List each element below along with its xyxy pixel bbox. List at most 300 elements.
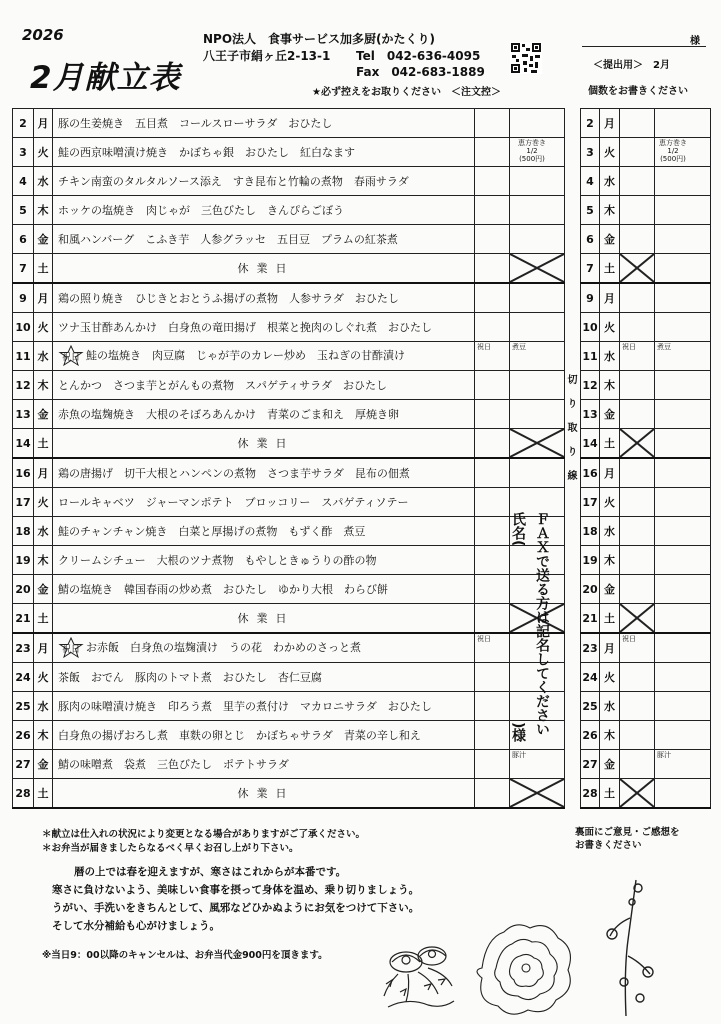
organization-address: 八王子市絹ヶ丘2-13-1 (203, 49, 331, 63)
menu-items (53, 750, 475, 779)
holiday-mark: 祝日 (477, 635, 491, 643)
extra-option-cell (510, 167, 565, 196)
order-count-input[interactable] (620, 138, 655, 167)
order-count-input[interactable] (620, 225, 655, 254)
order-weekday: 火 (600, 488, 620, 517)
menu-row (13, 225, 565, 254)
menu-weekday: 木 (34, 546, 53, 575)
order-row (581, 254, 711, 284)
order-row (581, 546, 711, 575)
bento-count-cell (475, 429, 510, 459)
order-day: 18 (581, 517, 600, 546)
order-row (581, 663, 711, 692)
extra-option-cell (510, 779, 565, 809)
order-extra-input[interactable] (655, 371, 711, 400)
extra-option-cell (510, 109, 565, 138)
order-count-input[interactable] (620, 458, 655, 488)
menu-row (13, 458, 565, 488)
order-row (581, 400, 711, 429)
order-extra-input[interactable] (655, 225, 711, 254)
order-row (581, 721, 711, 750)
closed-x-mark (510, 254, 564, 282)
order-count-input[interactable] (620, 313, 655, 342)
menu-text: 鯖の味噌煮 袋煮 三色びたし ポテトサラダ (58, 758, 289, 771)
order-day: 11 (581, 342, 600, 371)
order-extra-input[interactable] (655, 458, 711, 488)
order-count-input[interactable] (620, 663, 655, 692)
menu-day: 3 (13, 138, 34, 167)
order-extra-input[interactable] (655, 546, 711, 575)
order-count-input[interactable] (620, 575, 655, 604)
menu-row (13, 254, 565, 284)
menu-day: 10 (13, 313, 34, 342)
order-weekday: 金 (600, 400, 620, 429)
order-count-input[interactable] (620, 633, 655, 663)
menu-text: ホッケの塩焼き 肉じゃが 三色びたし きんぴらごぼう (58, 204, 344, 217)
menu-day: 9 (13, 283, 34, 313)
menu-text: 茶飯 おでん 豚肉のトマト煮 おひたし 杏仁豆腐 (58, 671, 322, 684)
menu-text: お赤飯 白身魚の塩麹漬け うの花 わかめのさっと煮 (86, 641, 361, 654)
order-weekday: 月 (600, 283, 620, 313)
order-weekday: 木 (600, 371, 620, 400)
menu-items (53, 575, 475, 604)
bento-count-cell (475, 225, 510, 254)
order-count-input[interactable] (620, 109, 655, 138)
order-extra-input[interactable] (655, 167, 711, 196)
menu-day: 14 (13, 429, 34, 459)
menu-row (13, 692, 565, 721)
organization-name: NPO法人 食事サービス加多厨(かたくり) (203, 32, 436, 46)
order-extra-input[interactable] (655, 575, 711, 604)
menu-row (13, 779, 565, 809)
extra-option-cell (510, 254, 565, 284)
menu-row (13, 138, 565, 167)
closed-x-mark (510, 429, 564, 457)
order-row (581, 371, 711, 400)
order-count-input[interactable] (620, 167, 655, 196)
order-weekday: 木 (600, 546, 620, 575)
order-count-input[interactable] (620, 429, 655, 459)
tonjiru-option: 豚汁 (657, 751, 671, 759)
submit-label: ＜提出用＞ 2月 (593, 60, 670, 71)
nimame-option: 煮豆 (512, 343, 526, 351)
bento-count-cell (475, 517, 510, 546)
greeting-line: 寒さに負けないよう、美味しい食事を摂って身体を温め、乗り切りましょう。 (52, 884, 420, 896)
extra-option-cell (510, 196, 565, 225)
menu-weekday: 土 (34, 254, 53, 284)
order-weekday: 金 (600, 225, 620, 254)
order-extra-input[interactable] (655, 138, 711, 167)
menu-items (53, 167, 475, 196)
menu-day: 5 (13, 196, 34, 225)
order-extra-input[interactable] (655, 721, 711, 750)
page-title: 2月献立表 (30, 60, 181, 96)
menu-day: 27 (13, 750, 34, 779)
order-day: 17 (581, 488, 600, 517)
menu-text: チキン南蛮のタルタルソース添え すき昆布と竹輪の煮物 春雨サラダ (58, 175, 409, 188)
menu-text: 鯖の塩焼き 韓国春雨の炒め煮 おひたし ゆかり大根 わらび餅 (58, 583, 388, 596)
order-row (581, 109, 711, 138)
menu-day: 25 (13, 692, 34, 721)
order-count-input[interactable] (620, 779, 655, 809)
order-count-input[interactable] (620, 196, 655, 225)
order-row (581, 750, 711, 779)
menu-items (53, 313, 475, 342)
menu-row (13, 196, 565, 225)
order-weekday: 火 (600, 663, 620, 692)
menu-items (53, 196, 475, 225)
ornamental-cabbage-illustration (470, 918, 582, 1018)
bento-count-cell (475, 604, 510, 634)
bento-count-cell (475, 721, 510, 750)
order-row (581, 225, 711, 254)
menu-weekday: 水 (34, 167, 53, 196)
menu-day: 7 (13, 254, 34, 284)
order-day: 24 (581, 663, 600, 692)
order-row (581, 458, 711, 488)
bento-count-cell (475, 283, 510, 313)
holiday-label: 祝日 (61, 353, 80, 363)
holiday-label: 祝日 (61, 645, 80, 655)
menu-items (53, 663, 475, 692)
menu-items (53, 458, 475, 488)
order-day: 12 (581, 371, 600, 400)
menu-text: ロールキャベツ ジャーマンポテト ブロッコリー スパゲティソテー (58, 496, 409, 509)
holiday-mark: 祝日 (477, 343, 491, 351)
order-count-input[interactable] (620, 546, 655, 575)
menu-day: 23 (13, 633, 34, 663)
order-row (581, 633, 711, 663)
extra-option-cell (510, 458, 565, 488)
fax-instruction: ＦＡＸで送る方は記名してください (534, 512, 550, 736)
menu-text: 豚肉の味噌漬け焼き 印ろう煮 里芋の煮付け マカロニサラダ おひたし (58, 700, 432, 713)
order-extra-input[interactable] (655, 517, 711, 546)
menu-weekday: 火 (34, 313, 53, 342)
menu-items (53, 225, 475, 254)
menu-weekday: 木 (34, 721, 53, 750)
order-day: 20 (581, 575, 600, 604)
order-day: 9 (581, 283, 600, 313)
order-row (581, 167, 711, 196)
menu-weekday: 火 (34, 663, 53, 692)
order-extra-input[interactable] (655, 196, 711, 225)
menu-items (53, 546, 475, 575)
menu-weekday: 月 (34, 633, 53, 663)
order-count-input[interactable] (620, 692, 655, 721)
menu-items (53, 488, 475, 517)
order-row (581, 196, 711, 225)
menu-text: クリームシチュー 大根のツナ煮物 もやしときゅうりの酢の物 (58, 554, 377, 567)
order-day: 13 (581, 400, 600, 429)
order-day: 10 (581, 313, 600, 342)
order-day: 5 (581, 196, 600, 225)
order-row (581, 604, 711, 634)
organization-tel: Tel 042-636-4095 (356, 49, 481, 63)
order-day: 6 (581, 225, 600, 254)
order-weekday: 水 (600, 167, 620, 196)
menu-items (53, 138, 475, 167)
menu-day: 13 (13, 400, 34, 429)
menu-row (13, 488, 565, 517)
order-extra-input[interactable] (655, 488, 711, 517)
order-extra-input[interactable] (655, 692, 711, 721)
order-row (581, 138, 711, 167)
order-row (581, 342, 711, 371)
order-weekday: 金 (600, 750, 620, 779)
menu-row (13, 604, 565, 634)
order-count-input[interactable] (620, 254, 655, 284)
closed-x-mark (620, 604, 654, 632)
menu-weekday: 月 (34, 109, 53, 138)
extra-option-cell (510, 313, 565, 342)
name-field-suffix: )様 (510, 722, 526, 743)
bento-count-cell (475, 663, 510, 692)
menu-row (13, 633, 565, 663)
holiday-mark: 祝日 (622, 343, 636, 351)
note-change: ＊献立は仕入れの状況により変更となる場合がありますがご了承ください。 (42, 829, 366, 840)
menu-weekday: 水 (34, 342, 53, 371)
order-count-input[interactable] (620, 721, 655, 750)
closed-day-label: 休業日 (53, 254, 475, 284)
menu-items (53, 721, 475, 750)
menu-weekday: 木 (34, 196, 53, 225)
order-count-input[interactable] (620, 517, 655, 546)
menu-weekday: 水 (34, 517, 53, 546)
menu-day: 11 (13, 342, 34, 371)
order-weekday: 土 (600, 779, 620, 809)
order-extra-input[interactable] (655, 663, 711, 692)
menu-row (13, 313, 565, 342)
order-row (581, 517, 711, 546)
order-weekday: 火 (600, 138, 620, 167)
order-extra-input[interactable] (655, 604, 711, 634)
closed-x-mark (620, 429, 654, 457)
menu-weekday: 土 (34, 779, 53, 809)
closed-day-label: 休業日 (53, 779, 475, 809)
order-count-input[interactable] (620, 371, 655, 400)
bento-count-cell (475, 196, 510, 225)
order-count-input[interactable] (620, 400, 655, 429)
menu-items (53, 692, 475, 721)
closed-x-mark (510, 779, 564, 807)
menu-weekday: 水 (34, 692, 53, 721)
bento-count-cell (475, 342, 510, 371)
menu-row (13, 167, 565, 196)
order-weekday: 月 (600, 458, 620, 488)
cancel-policy: ※当日9：00以降のキャンセルは、お弁当代金900円を頂きます。 (42, 950, 328, 961)
menu-row (13, 663, 565, 692)
opinion-note: 裏面にご意見・ご感想を お書きください (575, 827, 680, 851)
order-extra-input[interactable] (655, 254, 711, 284)
menu-text: 鶏の唐揚げ 切干大根とハンペンの煮物 さつま芋サラダ 昆布の佃煮 (58, 467, 410, 480)
extra-option-cell (510, 400, 565, 429)
order-extra-input[interactable] (655, 109, 711, 138)
menu-weekday: 金 (34, 575, 53, 604)
order-day: 16 (581, 458, 600, 488)
menu-day: 6 (13, 225, 34, 254)
menu-weekday: 火 (34, 488, 53, 517)
menu-weekday: 土 (34, 429, 53, 459)
order-count-input[interactable] (620, 750, 655, 779)
greeting-line: 暦の上では春を迎えますが、寒さはこれからが本番です。 (74, 866, 347, 878)
menu-weekday: 金 (34, 750, 53, 779)
order-row (581, 283, 711, 313)
bento-count-cell (475, 750, 510, 779)
greeting-line: そして水分補給も心がけましょう。 (52, 920, 220, 932)
order-count-input[interactable] (620, 604, 655, 634)
order-extra-input[interactable] (655, 313, 711, 342)
menu-items (53, 371, 475, 400)
menu-text: 鮭の塩焼き 肉豆腐 じゃが芋のカレー炒め 玉ねぎの甘酢漬け (86, 349, 405, 362)
menu-day: 28 (13, 779, 34, 809)
menu-row (13, 546, 565, 575)
order-extra-input[interactable] (655, 283, 711, 313)
order-row (581, 575, 711, 604)
menu-row (13, 517, 565, 546)
menu-text: ツナ玉甘酢あんかけ 白身魚の竜田揚げ 根菜と挽肉のしぐれ煮 おひたし (58, 321, 432, 334)
bento-count-cell (475, 167, 510, 196)
order-extra-input[interactable] (655, 400, 711, 429)
order-extra-input[interactable] (655, 633, 711, 663)
menu-row (13, 750, 565, 779)
bento-count-cell (475, 488, 510, 517)
bento-count-cell (475, 779, 510, 809)
menu-row (13, 575, 565, 604)
order-weekday: 月 (600, 109, 620, 138)
order-day: 23 (581, 633, 600, 663)
greeting-line: うがい、手洗いをきちんとして、風邪などひかぬようにお気をつけて下さい。 (52, 902, 420, 914)
bento-count-cell (475, 546, 510, 575)
menu-text: 鮭の西京味噌漬け焼き かぼちゃ銀 おひたし 紅白なます (58, 146, 355, 159)
menu-text: 豚の生姜焼き 五目煮 コールスローサラダ おひたし (58, 117, 333, 130)
menu-day: 24 (13, 663, 34, 692)
bento-count-cell (475, 400, 510, 429)
menu-row (13, 371, 565, 400)
order-row (581, 692, 711, 721)
order-weekday: 木 (600, 196, 620, 225)
menu-weekday: 土 (34, 604, 53, 634)
plum-blossom-branch-illustration (600, 878, 660, 1018)
holiday-star-badge (58, 637, 84, 659)
menu-day: 18 (13, 517, 34, 546)
qr-code-icon (510, 42, 542, 74)
menu-items (53, 283, 475, 313)
order-extra-input[interactable] (655, 429, 711, 459)
menu-items (53, 109, 475, 138)
order-day: 14 (581, 429, 600, 459)
menu-day: 16 (13, 458, 34, 488)
menu-row (13, 721, 565, 750)
order-weekday: 水 (600, 342, 620, 371)
order-extra-input[interactable] (655, 750, 711, 779)
order-row (581, 313, 711, 342)
closed-x-mark (620, 254, 654, 282)
extra-option-cell (510, 225, 565, 254)
menu-text: 赤魚の塩麹焼き 大根のそぼろあんかけ 青菜のごま和え 厚焼き卵 (58, 408, 399, 421)
menu-table (12, 108, 565, 809)
order-weekday: 土 (600, 254, 620, 284)
menu-weekday: 月 (34, 283, 53, 313)
menu-day: 26 (13, 721, 34, 750)
holiday-mark: 祝日 (622, 635, 636, 643)
extra-option-cell (510, 429, 565, 459)
menu-weekday: 火 (34, 138, 53, 167)
order-day: 21 (581, 604, 600, 634)
order-count-input[interactable] (620, 488, 655, 517)
order-weekday: 木 (600, 721, 620, 750)
extra-option-cell (510, 138, 565, 167)
order-extra-input[interactable] (655, 779, 711, 809)
order-day: 2 (581, 109, 600, 138)
organization-fax: Fax 042-683-1889 (356, 65, 485, 79)
nimame-option: 煮豆 (657, 343, 671, 351)
order-day: 19 (581, 546, 600, 575)
order-weekday: 土 (600, 429, 620, 459)
fukujuso-flower-illustration (378, 922, 458, 1017)
count-instruction: 個数をお書きください (588, 86, 688, 97)
closed-x-mark (620, 779, 654, 807)
ehomaki-option: 恵方巻き 1/2 (500円) (659, 139, 687, 163)
extra-option-cell (510, 371, 565, 400)
order-weekday: 水 (600, 517, 620, 546)
order-weekday: 土 (600, 604, 620, 634)
menu-items (53, 342, 475, 371)
extra-option-cell (510, 342, 565, 371)
cut-line-label: 切り取り線 (565, 374, 576, 494)
menu-day: 20 (13, 575, 34, 604)
menu-text: 鶏の照り焼き ひじきとおとうふ揚げの煮物 人参サラダ おひたし (58, 292, 399, 305)
holiday-star-badge (58, 345, 84, 367)
order-name-line (582, 46, 706, 47)
closed-day-label: 休業日 (53, 429, 475, 459)
order-day: 25 (581, 692, 600, 721)
menu-day: 12 (13, 371, 34, 400)
order-extra-input[interactable] (655, 342, 711, 371)
bento-count-cell (475, 692, 510, 721)
menu-text: とんかつ さつま芋とがんもの煮物 スパゲティサラダ おひたし (58, 379, 388, 392)
menu-items (53, 517, 475, 546)
menu-row (13, 283, 565, 313)
order-day: 3 (581, 138, 600, 167)
menu-row (13, 342, 565, 371)
order-row (581, 779, 711, 809)
order-day: 4 (581, 167, 600, 196)
order-count-input[interactable] (620, 342, 655, 371)
menu-text: 白身魚の揚げおろし煮 車麩の卵とじ かぼちゃサラダ 青菜の辛し和え (58, 729, 421, 742)
ehomaki-option: 恵方巻き 1/2 (500円) (518, 139, 546, 163)
order-row (581, 488, 711, 517)
order-count-input[interactable] (620, 283, 655, 313)
bento-count-cell (475, 313, 510, 342)
menu-row (13, 109, 565, 138)
order-row (581, 429, 711, 459)
closed-day-label: 休業日 (53, 604, 475, 634)
order-weekday: 月 (600, 633, 620, 663)
order-weekday: 火 (600, 313, 620, 342)
menu-items (53, 400, 475, 429)
bento-count-cell (475, 109, 510, 138)
keep-copy-note: ★必ず控えをお取りください ＜注文控＞ (312, 87, 501, 98)
bento-count-cell (475, 138, 510, 167)
order-day: 28 (581, 779, 600, 809)
extra-option-cell (510, 750, 565, 779)
menu-day: 21 (13, 604, 34, 634)
menu-weekday: 木 (34, 371, 53, 400)
menu-year: 2026 (22, 26, 64, 44)
extra-option-cell (510, 283, 565, 313)
menu-day: 4 (13, 167, 34, 196)
bento-count-cell (475, 633, 510, 663)
